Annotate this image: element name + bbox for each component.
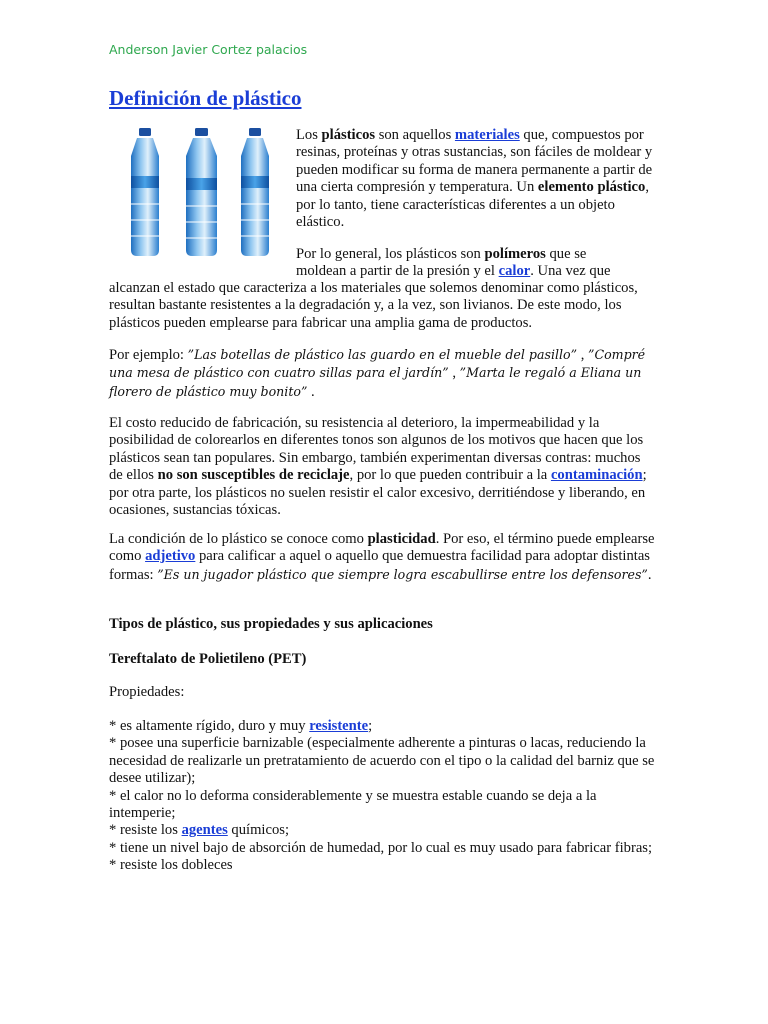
- examples-paragraph: Por ejemplo: ”Las botellas de plástico las guardo en el mueble del pasillo” , ”Compré una mesa de plástico con cuatro sillas para el jardín” , ”Marta le regaló a Eliana un florero de plástico muy bonito” .: [109, 347, 646, 400]
- calor-link[interactable]: calor: [498, 263, 531, 279]
- property-item: * posee una superficie barnizable (especialmente adherente a pinturas o lacas, reduciendo la necesidad de realizarle un pretratamiento de acuerdo con el tipo o la calidad del barniz que se desee utilizar);: [109, 735, 655, 787]
- bottle-left: [131, 128, 159, 256]
- plasticity-paragraph: La condición de lo plástico se conoce como plasticidad. Por eso, el término puede emplearse como adjetivo para calificar a aquel o aquello que demuestra facilidad para adoptar distintas formas: ”Es un jugador plástico que siempre logra escabullirse entre los defensores”.: [109, 531, 655, 583]
- bottle-right: [241, 128, 269, 256]
- properties-list: [109, 718, 657, 875]
- materiales-link[interactable]: materiales: [454, 127, 520, 143]
- water-bottles-image: [122, 126, 282, 258]
- property-item: * el calor no lo deforma considerablemente y se muestra estable cuando se deja a la intemperie;: [109, 787, 597, 822]
- author-name: Anderson Javier Cortez palacios: [109, 42, 308, 57]
- para2-line1: Por lo general, los plásticos son polímeros que se: [296, 246, 587, 262]
- properties-label: Propiedades:: [109, 684, 185, 700]
- costs-paragraph: El costo reducido de fabricación, su resistencia al deterioro, la impermeabilidad y la posibilidad de colorearlos en diferentes tonos son algunos de los motivos que hacen que los plásticos sean tan populares. Sin embargo, también experimentan diversas contras: muchos de ellos no son susceptibles de reciclaje, por lo que pueden contribuir a la contaminación; por otra parte, los plásticos no suelen resistir el calor excesivo, derritiéndose y liberando, en ocasiones, sustancias tóxicas.: [109, 415, 647, 519]
- para2-line2: moldean a partir de la presión y el calor. Una vez que: [296, 263, 611, 279]
- property-item: * tiene un nivel bajo de absorción de humedad, por lo cual es muy usado para fabricar fibras;: [109, 839, 653, 856]
- page-title[interactable]: Definición de plástico: [109, 86, 302, 110]
- property-item: * resiste los dobleces: [109, 857, 233, 874]
- property-item: * resiste los agentes químicos;: [109, 822, 289, 839]
- adjetivo-link[interactable]: adjetivo: [145, 548, 196, 565]
- property-item: * es altamente rígido, duro y muy resistente;: [109, 718, 373, 734]
- bottle-middle: [186, 128, 217, 256]
- contaminacion-link[interactable]: contaminación: [550, 467, 643, 484]
- agentes-link[interactable]: agentes: [181, 822, 228, 839]
- intro-paragraph: Los plásticos son aquellos materiales que, compuestos por resinas, proteínas y otras sustancias, son fáciles de moldear y pueden modificar su forma de manera permanente a partir de una cierta compresión y temperatura. Un elemento plástico, por lo tanto, tiene características diferentes a un objeto elástico.: [296, 127, 653, 231]
- resistente-link[interactable]: resistente: [309, 718, 369, 734]
- pet-heading: Tereftalato de Polietileno (PET): [109, 651, 307, 667]
- para2-rest: alcanzan el estado que caracteriza a los materiales que solemos denominar como plásticos, resultan bastante resistentes a la degradación y, a la vez, son livianos. De este modo, los plásticos pueden emplearse para fabricar una amplia gama de productos.: [109, 280, 638, 331]
- types-heading: Tipos de plástico, sus propiedades y sus aplicaciones: [109, 616, 433, 632]
